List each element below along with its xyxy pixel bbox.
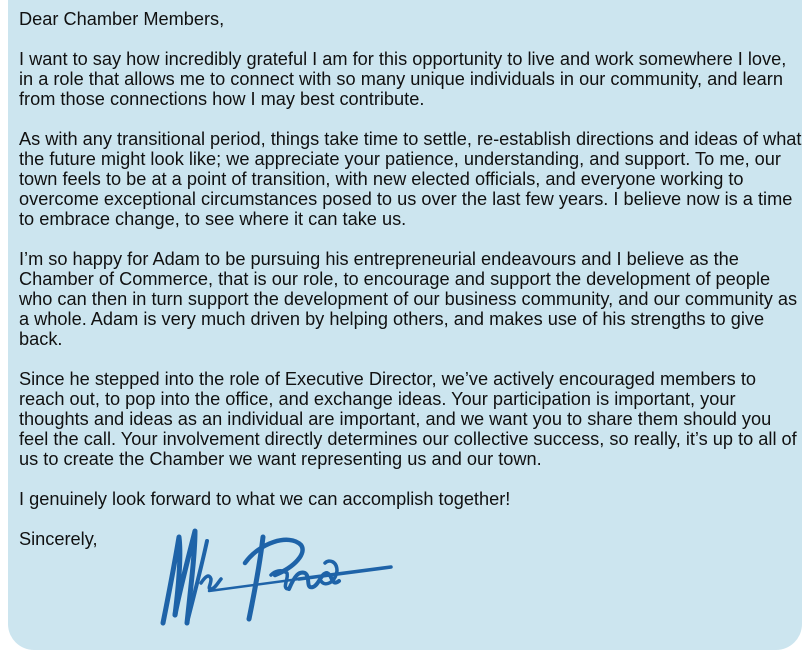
letter-paragraph-2: As with any transitional period, things take time to settle, re-establish directions and ideas of what the future might look like; we appreciate your patience, understanding, and support. To me, our town feels to be at a point of transition, with new elected officials, and everyone working to overcome exceptional circumstances posed to us over the last few years. I believe now is a time to embrace change, to see where it can take us. xyxy=(19,129,802,229)
handwritten-signature-icon xyxy=(149,523,394,635)
signature-block xyxy=(19,529,802,649)
letter-paragraph-5: I genuinely look forward to what we can accomplish together! xyxy=(19,489,511,509)
letter-paragraph-1: I want to say how incredibly grateful I am for this opportunity to live and work somewhere I love, in a role that allows me to connect with so many unique individuals in our community, and learn from those connections how I may best contribute. xyxy=(19,49,787,109)
letter-paragraph-3: I’m so happy for Adam to be pursuing his entrepreneurial endeavours and I believe as the Chamber of Commerce, that is our role, to encourage and support the development of people who can then in turn support the development of our business community, and our community as a whole. Adam is very much driven by helping others, and makes use of his strengths to give back. xyxy=(19,249,798,349)
letter-card xyxy=(8,0,802,650)
letter-greeting: Dear Chamber Members, xyxy=(19,9,225,29)
letter-paragraph-4: Since he stepped into the role of Executive Director, we’ve actively encouraged members to reach out, to pop into the office, and exchange ideas. Your participation is important, your thoughts and ideas as an individual are important, and we want you to share them should you feel the call. Your involvement directly determines our collective success, so really, it’s up to all of us to create the Chamber we want representing us and our town. xyxy=(19,369,797,469)
letter-closing: Sincerely, xyxy=(19,529,98,549)
